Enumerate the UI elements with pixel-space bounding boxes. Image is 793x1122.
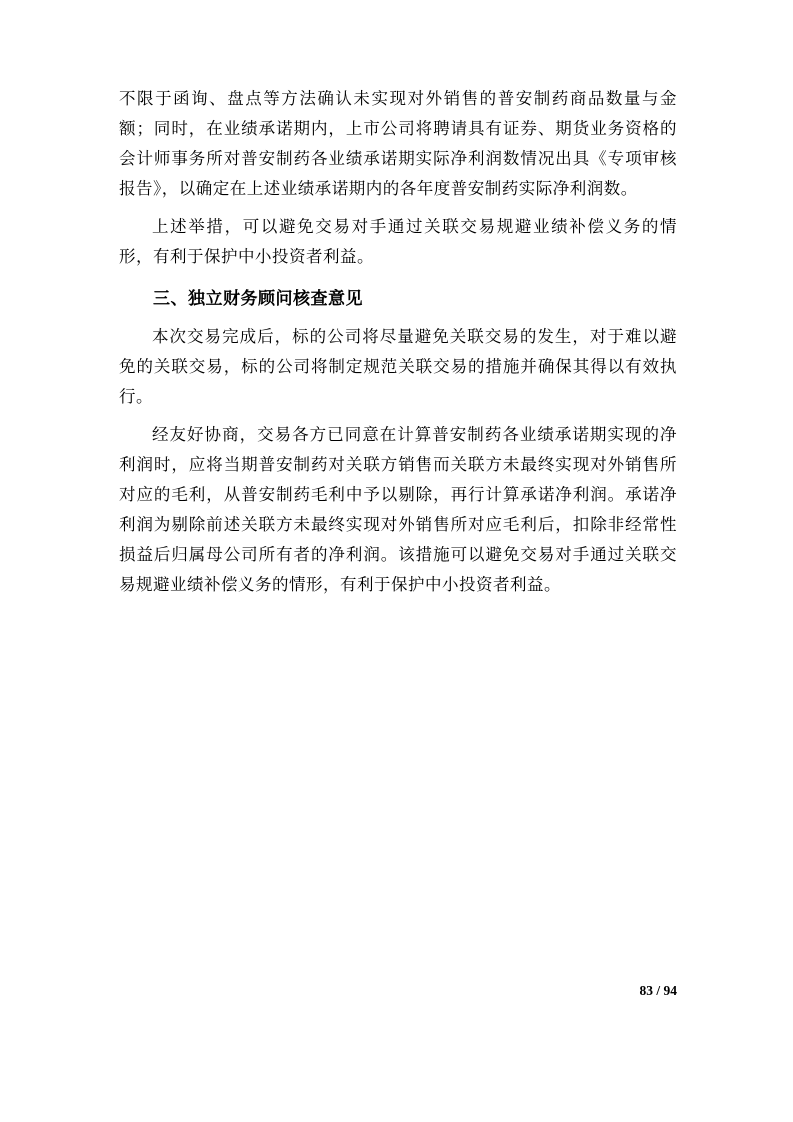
page-number: 83 / 94	[639, 983, 677, 998]
paragraph-audit-methods: 不限于函询、盘点等方法确认未实现对外销售的普安制药商品数量与金额；同时，在业绩承诺期内，上市公司将聘请具有证券、期货业务资格的会计师事务所对普安制药各业绩承诺期实际净利润数情况出具《专项审核报告》，以确定在上述业绩承诺期内的各年度普安制药实际净利润数。	[119, 89, 677, 198]
paragraph-measures-summary: 上述举措，可以避免交易对手通过关联交易规避业绩补偿义务的情形，有利于保护中小投资者利益。	[119, 217, 677, 266]
page-content	[119, 84, 677, 608]
section-heading-advisor-opinion: 三、独立财务顾问核查意见	[153, 289, 363, 308]
paragraph-net-profit-calculation: 经友好协商，交易各方已同意在计算普安制药各业绩承诺期实现的净利润时，应将当期普安制药对关联方销售而关联方未最终实现对外销售所对应的毛利，从普安制药毛利中予以剔除，再行计算承诺净利润。承诺净利润为剔除前述关联方未最终实现对外销售所对应毛利后，扣除非经常性损益后归属母公司所有者的净利润。该措施可以避免交易对手通过关联交易规避业绩补偿义务的情形，有利于保护中小投资者利益。	[119, 425, 677, 594]
paragraph-related-transactions: 本次交易完成后，标的公司将尽量避免关联交易的发生，对于难以避免的关联交易，标的公司将制定规范关联交易的措施并确保其得以有效执行。	[119, 327, 677, 406]
